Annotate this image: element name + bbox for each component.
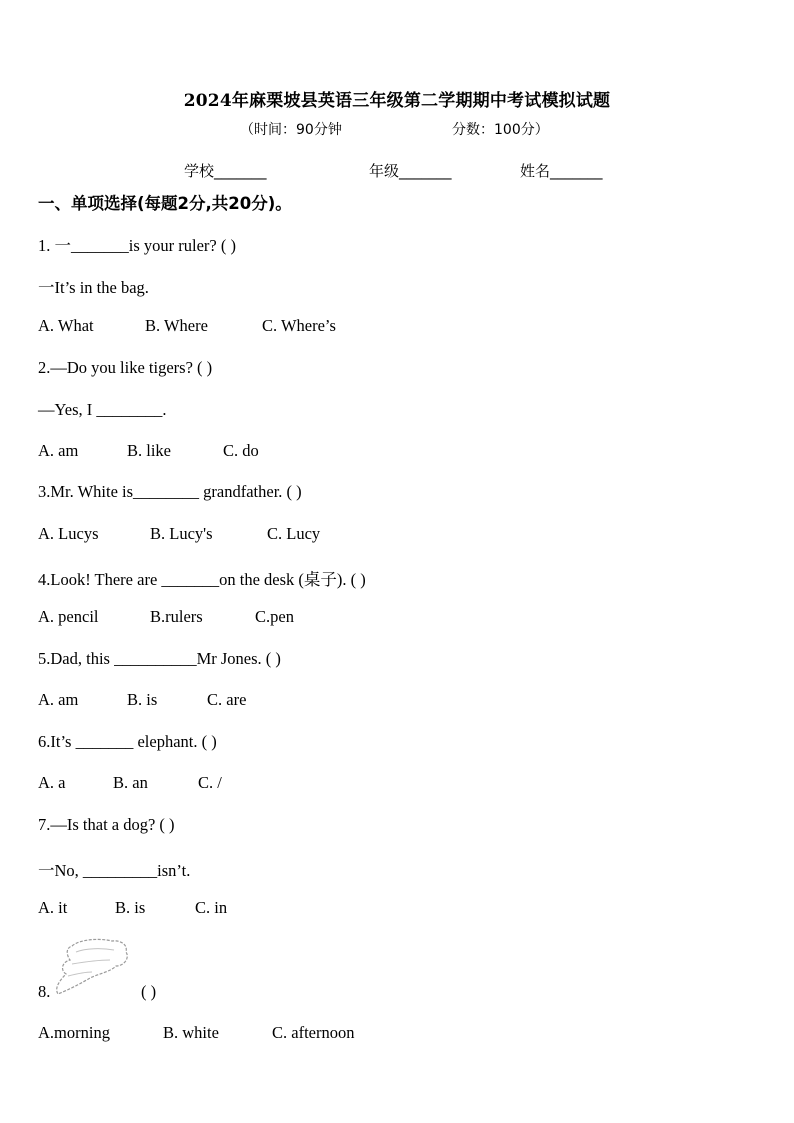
question-1-option-a: A. What <box>38 316 94 335</box>
question-8-number: 8. <box>38 982 51 1001</box>
exam-score: 分数：100分） <box>452 122 549 138</box>
question-6-stem: 6.It’s _______ elephant. ( ) <box>38 732 217 751</box>
question-3-option-c: C. Lucy <box>267 524 321 543</box>
question-8-option-a: A.morning <box>38 1023 110 1042</box>
question-7-option-c: C. in <box>195 898 228 917</box>
question-4-option-c: C.pen <box>255 607 294 626</box>
question-7-stem: 7.—Is that a dog? ( ) <box>38 815 175 834</box>
question-7-option-a: A. it <box>38 898 68 917</box>
question-1-option-b: B. Where <box>145 316 208 335</box>
question-7-reply: 一No, _________isn’t. <box>38 861 191 880</box>
question-1-reply: 一It’s in the bag. <box>38 278 149 297</box>
question-6-option-a: A. a <box>38 773 66 792</box>
page-title: 2024年麻栗坡县英语三年级第二学期期中考试模拟试题 <box>183 91 611 111</box>
question-2-option-b: B. like <box>127 441 171 460</box>
question-5-option-a: A. am <box>38 690 79 709</box>
grade-field: 年级_______ <box>369 162 452 180</box>
question-5-option-b: B. is <box>127 690 158 709</box>
question-5-stem: 5.Dad, this __________Mr Jones. ( ) <box>38 649 281 668</box>
question-8-option-c: C. afternoon <box>272 1023 355 1042</box>
question-6-option-b: B. an <box>113 773 148 792</box>
question-8-option-b: B. white <box>163 1023 219 1042</box>
school-field: 学校_______ <box>184 162 267 180</box>
question-2-option-a: A. am <box>38 441 79 460</box>
question-2-stem: 2.—Do you like tigers? ( ) <box>38 358 213 377</box>
question-1-option-c: C. Where’s <box>262 316 336 335</box>
question-3-stem: 3.Mr. White is________ grandfather. ( ) <box>38 482 302 501</box>
question-3-option-a: A. Lucys <box>38 524 99 543</box>
exam-time: （时间：90分钟 <box>240 122 342 138</box>
question-5-option-c: C. are <box>207 690 247 709</box>
name-field: 姓名_______ <box>520 162 603 180</box>
question-8-answer-paren: ( ) <box>141 982 157 1001</box>
question-3-option-b: B. Lucy's <box>150 524 213 543</box>
question-6-option-c: C. / <box>198 773 222 792</box>
question-8-cloud-sketch <box>50 936 132 998</box>
question-7-option-b: B. is <box>115 898 146 917</box>
question-2-reply: —Yes, I ________. <box>38 400 167 419</box>
section-heading: 一、单项选择(每题2分,共20分)。 <box>38 194 292 213</box>
question-4-stem: 4.Look! There are _______on the desk (桌子). ( ) <box>38 570 366 589</box>
question-4-option-b: B.rulers <box>150 607 203 626</box>
question-1-stem: 1. 一_______is your ruler? ( ) <box>38 236 236 255</box>
question-2-option-c: C. do <box>223 441 259 460</box>
question-4-option-a: A. pencil <box>38 607 99 626</box>
